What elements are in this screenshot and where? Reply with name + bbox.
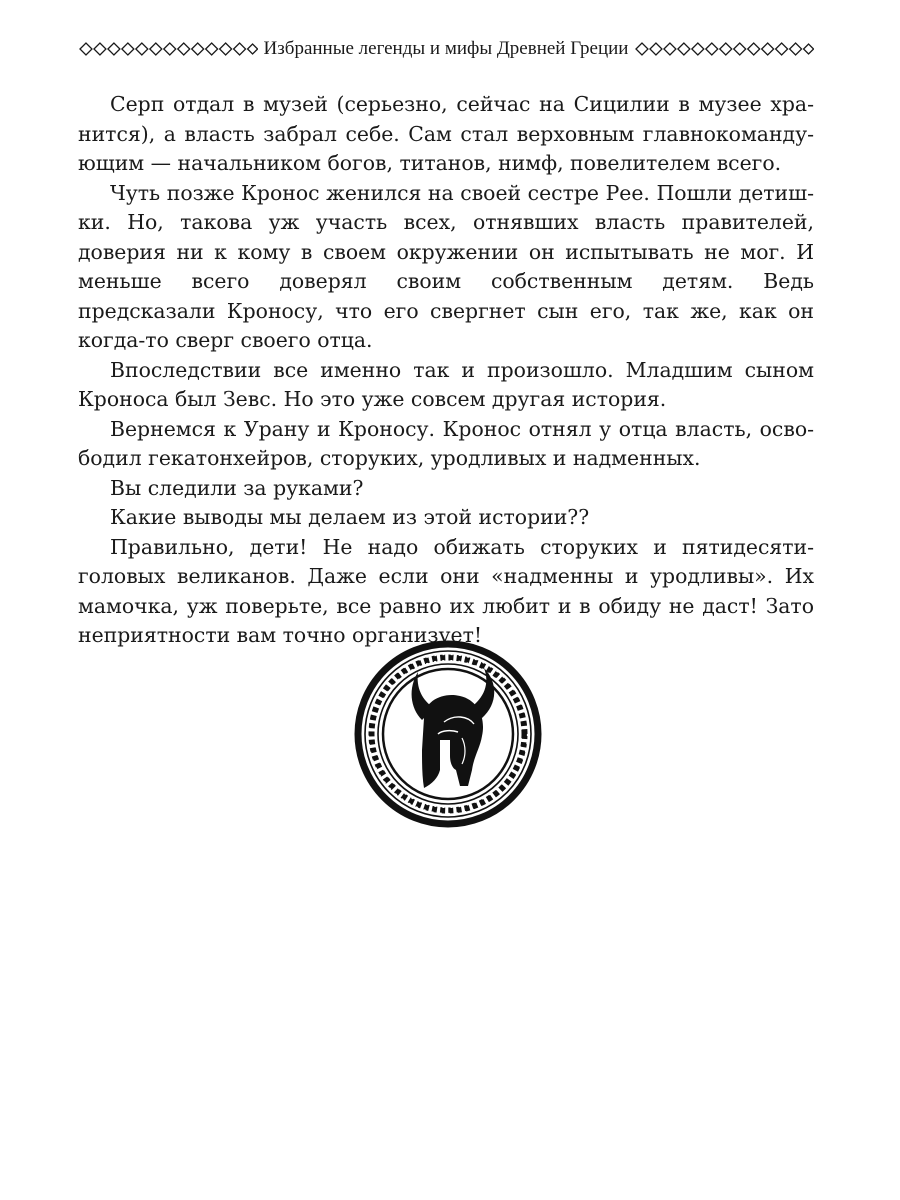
diamond-chain-ornament-icon <box>78 42 258 56</box>
running-header-title: Избранные легенды и мифы Древней Греции <box>263 38 629 59</box>
diamond-chain-ornament-icon <box>634 42 814 56</box>
page-header <box>78 34 814 64</box>
paragraph: Какие выводы мы делаем из этой истории?? <box>110 505 590 529</box>
greek-helmet-emblem-icon <box>352 638 544 830</box>
paragraph: Впоследствии все именно так и произошло. Младшим сыном Кроноса был Зевс. Но это уже совсем другая история. <box>78 357 814 411</box>
paragraph: Чуть позже Кронос женился на своей сестре Рее. Пошли детишки. Но, такова уж участь всех, отнявших власть правителей, доверия ни к кому в своем окружении он испытывать не мог. И меньше всего доверял своим собственным детям. Ведь предсказали Кроносу, что его свергнет сын его, так же, как он когда-то сверг своего отца. <box>78 180 814 352</box>
paragraph: Правильно, дети! Не надо обижать сторуких и пятидесятиголовых великанов. Даже если они «надменны и уродливы». Их мамочка, уж поверьте, все равно их любит и в обиду не даст! Зато неприятности вам точно организует! <box>78 534 814 647</box>
body-text <box>78 90 814 651</box>
paragraph: Вернемся к Урану и Кроносу. Кронос отнял у отца власть, освободил гекатонхейров, сторуких, уродливых и надменных. <box>78 416 814 470</box>
paragraph: Серп отдал в музей (серьезно, сейчас на Сицилии в музее хранится), а власть забрал себе. Сам стал верховным главнокомандующим — начальником богов, титанов, нимф, повелителем всего. <box>78 92 814 175</box>
paragraph: Вы следили за руками? <box>110 475 364 500</box>
